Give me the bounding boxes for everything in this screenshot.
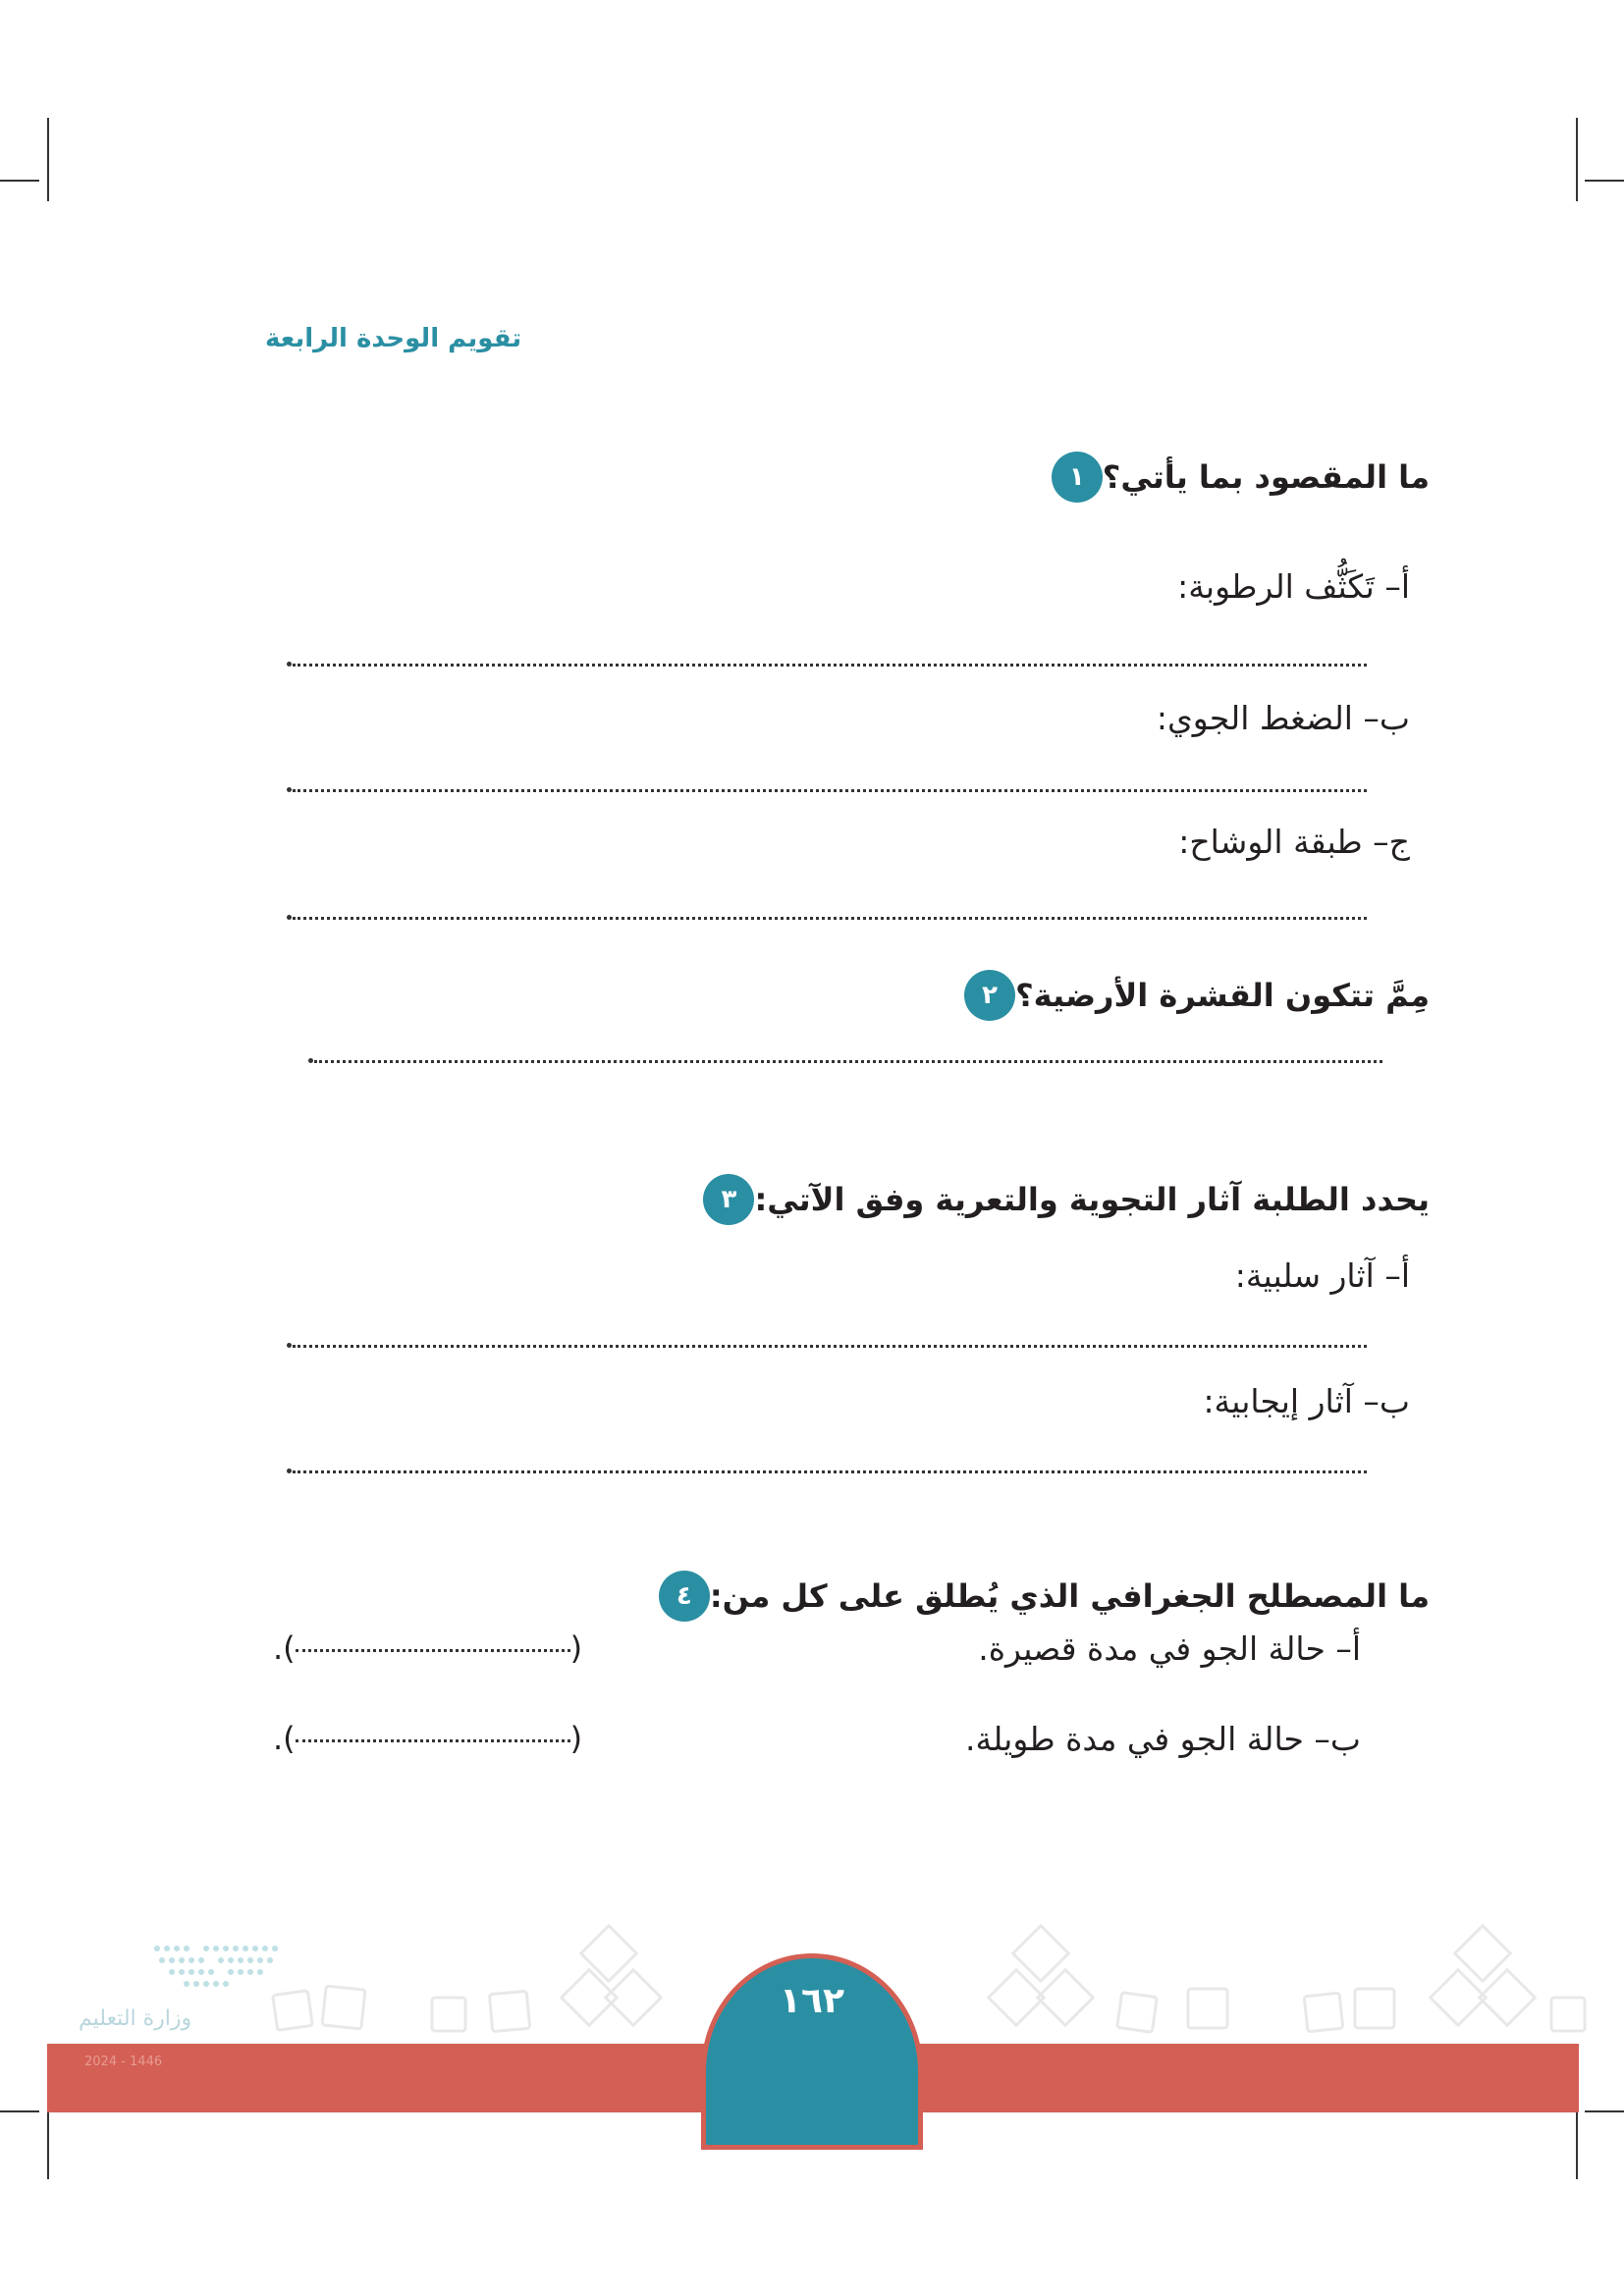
sub-question-label: أ– تَكَثُّف الرطوبة: <box>1177 567 1410 606</box>
question-2 <box>948 970 1430 1021</box>
answer-line[interactable] <box>293 917 1367 920</box>
ministry-year: 2024 - 1446 <box>84 2055 163 2069</box>
question-number-badge: ٣ <box>703 1174 754 1225</box>
crop-mark <box>47 2101 49 2179</box>
answer-line[interactable] <box>293 789 1367 792</box>
question-1 <box>1036 452 1430 503</box>
answer-line[interactable] <box>293 664 1367 667</box>
question-text: ما المقصود بما يأتي؟ <box>1102 458 1430 496</box>
sub-question-label: ج– طبقة الوشاح: <box>1178 823 1410 861</box>
question-number-badge: ٤ <box>659 1571 710 1622</box>
sub-question-label: ب– الضغط الجوي: <box>1156 699 1410 737</box>
sub-question-label: ب– حالة الجو في مدة طويلة. <box>965 1720 1361 1758</box>
question-number-badge: ١ <box>1052 452 1103 503</box>
sub-question-label: ب– آثار إيجابية: <box>1203 1382 1410 1420</box>
question-text: يحدد الطلبة آثار التجوية والتعرية وفق الآتي: <box>754 1181 1430 1218</box>
crop-mark <box>1585 180 1624 182</box>
question-3 <box>687 1174 1430 1225</box>
unit-title: تقويم الوحدة الرابعة <box>265 324 522 353</box>
crop-mark <box>47 118 49 201</box>
answer-blank[interactable]: .( ) <box>273 1629 583 1667</box>
page-number: ١٦٢ <box>780 1981 844 2021</box>
answer-line[interactable] <box>293 1345 1367 1348</box>
crop-mark <box>0 180 39 182</box>
crop-mark <box>0 2110 39 2112</box>
crop-mark <box>1576 2101 1578 2179</box>
sub-question-label: أ– حالة الجو في مدة قصيرة. <box>978 1629 1361 1668</box>
ministry-logo-icon <box>79 1939 314 2007</box>
answer-line[interactable] <box>293 1470 1367 1473</box>
question-text: ما المصطلح الجغرافي الذي يُطلق على كل من: <box>709 1577 1430 1615</box>
crop-mark <box>1585 2110 1624 2112</box>
crop-mark <box>1576 118 1578 201</box>
sub-question-label: أ– آثار سلبية: <box>1234 1256 1410 1295</box>
answer-line[interactable] <box>314 1060 1382 1063</box>
answer-blank[interactable]: .( ) <box>273 1720 583 1757</box>
question-text: مِمَّ تتكون القشرة الأرضية؟ <box>1015 977 1430 1014</box>
question-4 <box>643 1571 1430 1622</box>
ministry-name: وزارة التعليم <box>79 2006 192 2031</box>
question-number-badge: ٢ <box>964 970 1015 1021</box>
